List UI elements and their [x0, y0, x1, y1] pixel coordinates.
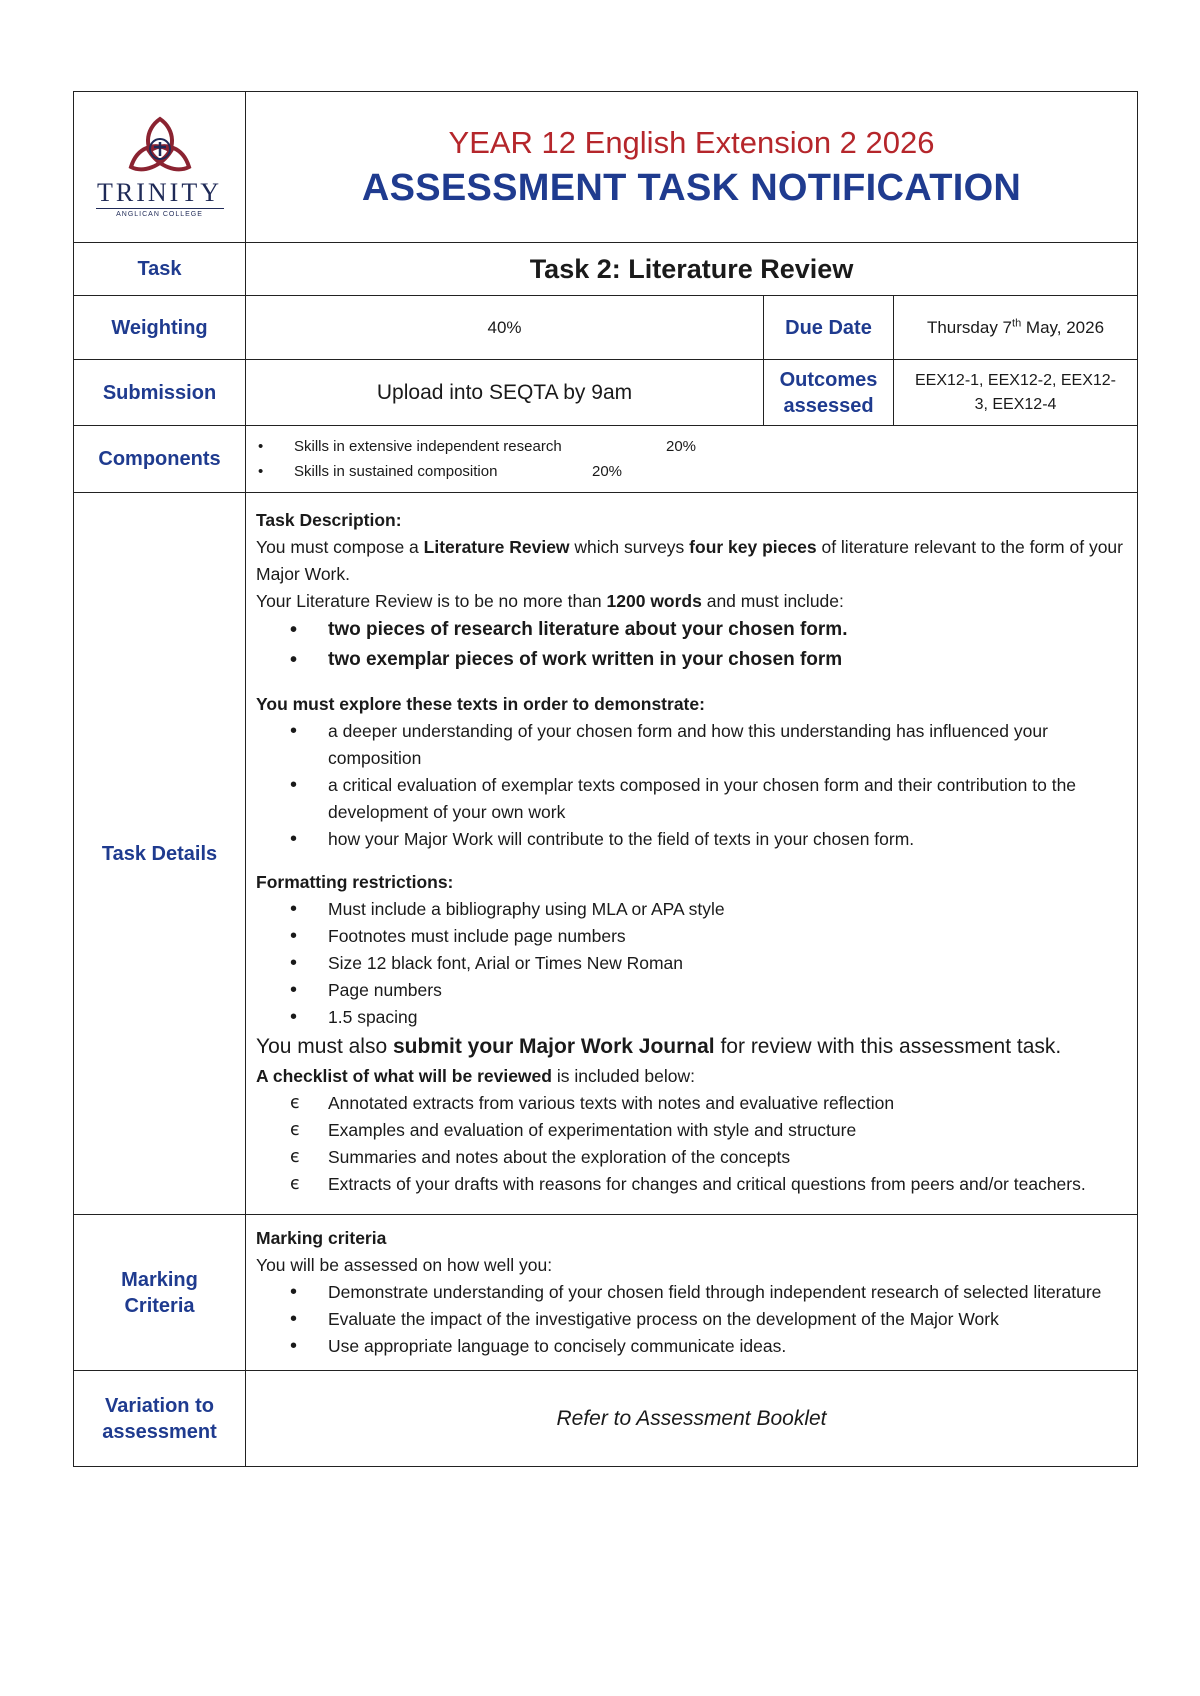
- list-item: • Size 12 black font, Arial or Times New Roman: [328, 950, 1123, 977]
- list-item: • Page numbers: [328, 977, 1123, 1004]
- outcomes-line-1: EEX12-1, EEX12-2, EEX12-: [915, 371, 1116, 389]
- components-list: [246, 434, 1137, 484]
- list-item: • Demonstrate understanding of your chosen field through independent research of selected literature: [328, 1279, 1123, 1306]
- task-description-p1: [256, 534, 1123, 588]
- journal-note: [256, 1031, 1123, 1063]
- task-details-content: [246, 493, 1138, 1215]
- checklist: [256, 1090, 1123, 1198]
- marking-heading: Marking criteria: [256, 1228, 387, 1248]
- due-date-suffix-sup: th: [1012, 316, 1022, 329]
- text-run-bold: four key pieces: [689, 537, 817, 557]
- task-row: [74, 243, 1138, 296]
- list-item: є Extracts of your drafts with reasons for changes and critical questions from peers and/or teachers.: [328, 1171, 1123, 1198]
- task-details-row: [74, 493, 1138, 1215]
- weighting-value: 40%: [246, 296, 764, 360]
- components-row: [74, 426, 1138, 493]
- text-run-bold: A checklist of what will be reviewed: [256, 1066, 552, 1086]
- list-item: • two pieces of research literature about your chosen form.: [328, 615, 1123, 645]
- list-item: • Use appropriate language to concisely communicate ideas.: [328, 1333, 1123, 1360]
- formatting-list: [256, 896, 1123, 1031]
- school-logo: [74, 115, 245, 220]
- text-run: which surveys: [569, 537, 690, 557]
- submission-row: [74, 360, 1138, 426]
- explore-heading: You must explore these texts in order to demonstrate:: [256, 694, 705, 714]
- list-item: [294, 459, 1137, 484]
- due-date-suffix: May, 2026: [1021, 317, 1105, 337]
- text-run: You must compose a: [256, 537, 424, 557]
- text-run: for review with this assessment task.: [714, 1035, 1062, 1058]
- task-title: Task 2: Literature Review: [246, 243, 1138, 296]
- variation-label: [74, 1371, 246, 1467]
- list-item: є Annotated extracts from various texts with notes and evaluative reflection: [328, 1090, 1123, 1117]
- list-item: • Footnotes must include page numbers: [328, 923, 1123, 950]
- list-item: • Must include a bibliography using MLA or APA style: [328, 896, 1123, 923]
- text-run-bold: submit your Major Work Journal: [392, 1035, 715, 1058]
- marking-intro: You will be assessed on how well you:: [256, 1255, 553, 1275]
- list-item: • two exemplar pieces of work written in your chosen form: [328, 645, 1123, 675]
- assessment-notification-table: [73, 91, 1138, 1467]
- outcomes-line-2: 3, EEX12-4: [974, 395, 1057, 413]
- title-cell: [246, 92, 1138, 243]
- spacer: [256, 675, 1123, 691]
- checklist-intro: [256, 1063, 1123, 1090]
- page-title: ASSESSMENT TASK NOTIFICATION: [361, 167, 1022, 209]
- components-label: Components: [74, 426, 246, 493]
- due-date-value: [894, 296, 1138, 360]
- logo-name: TRINITY: [97, 177, 222, 207]
- course-title: YEAR 12 English Extension 2 2026: [448, 125, 935, 160]
- list-item: є Examples and evaluation of experimentation with style and structure: [328, 1117, 1123, 1144]
- outcomes-label-1: Outcomes: [779, 368, 878, 391]
- task-description-p2: [256, 588, 1123, 615]
- components-cell: [246, 426, 1138, 493]
- list-item: • Evaluate the impact of the investigative process on the development of the Major Work: [328, 1306, 1123, 1333]
- submission-label: Submission: [74, 360, 246, 426]
- component-text: Skills in sustained composition: [294, 463, 498, 480]
- task-description-heading: Task Description:: [256, 510, 402, 530]
- component-pct: 20%: [666, 438, 697, 455]
- label-line: Marking: [121, 1268, 198, 1291]
- component-text: Skills in extensive independent research: [294, 438, 562, 455]
- component-pct: 20%: [592, 463, 623, 480]
- text-run: and must include:: [701, 591, 844, 611]
- label-line: Criteria: [124, 1294, 195, 1317]
- logo-cell: [74, 92, 246, 243]
- marking-criteria-label: [74, 1215, 246, 1371]
- task-label: Task: [74, 243, 246, 296]
- list-item: • how your Major Work will contribute to the field of texts in your chosen form.: [328, 826, 1123, 853]
- text-run-bold: Literature Review: [423, 537, 570, 557]
- text-run-bold: 1200 words: [606, 591, 702, 611]
- label-line: assessment: [102, 1420, 217, 1443]
- outcomes-label-2: assessed: [783, 394, 874, 417]
- list-item: • 1.5 spacing: [328, 1004, 1123, 1031]
- spacer: [256, 853, 1123, 869]
- list-item: є Summaries and notes about the exploration of the concepts: [328, 1144, 1123, 1171]
- list-item: [294, 434, 1137, 459]
- due-date-prefix: Thursday 7: [926, 317, 1013, 337]
- text-run: Your Literature Review is to be no more than: [256, 591, 607, 611]
- due-date-label: Due Date: [764, 296, 894, 360]
- header-row: [74, 92, 1138, 243]
- text-run: You must also: [256, 1035, 393, 1058]
- weighting-label: Weighting: [74, 296, 246, 360]
- weighting-row: [74, 296, 1138, 360]
- outcomes-label: [764, 360, 894, 426]
- text-run: is included below:: [551, 1066, 695, 1086]
- text-run: of literature relevant to the form of your Major Work.: [256, 537, 1123, 584]
- task-details-label: Task Details: [74, 493, 246, 1215]
- must-include-list: [256, 615, 1123, 675]
- submission-value: Upload into SEQTA by 9am: [246, 360, 764, 426]
- formatting-heading: Formatting restrictions:: [256, 872, 454, 892]
- outcomes-value: [894, 360, 1138, 426]
- list-item: • a deeper understanding of your chosen form and how this understanding has influenced your composition: [328, 718, 1123, 772]
- marking-list: [256, 1279, 1123, 1360]
- marking-criteria-content: [246, 1215, 1138, 1371]
- list-item: • a critical evaluation of exemplar texts composed in your chosen form and their contribution to the development of your own work: [328, 772, 1123, 826]
- variation-value: Refer to Assessment Booklet: [246, 1371, 1138, 1467]
- marking-criteria-row: [74, 1215, 1138, 1371]
- label-line: Variation to: [105, 1394, 214, 1417]
- explore-list: [256, 718, 1123, 853]
- logo-divider: [96, 208, 224, 209]
- variation-row: [74, 1371, 1138, 1467]
- trinity-crest-icon: [125, 115, 195, 177]
- logo-subtitle: ANGLICAN COLLEGE: [116, 210, 203, 218]
